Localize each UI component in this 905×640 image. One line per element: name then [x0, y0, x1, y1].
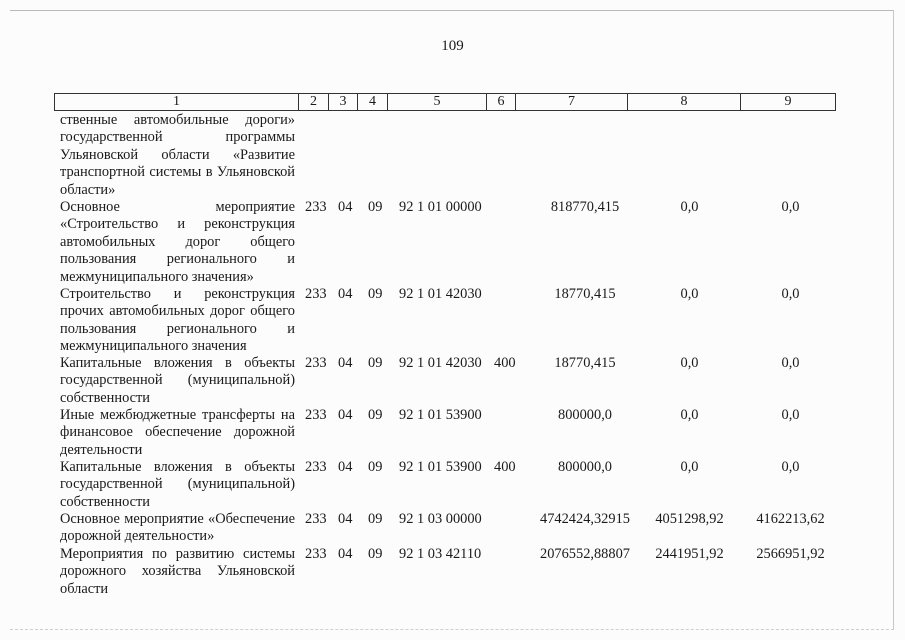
cell-amount-year-3: 0,0: [781, 459, 800, 475]
cell-amount-year-2: 4051298,92: [655, 511, 724, 527]
cell-amount-year-3: 0,0: [781, 199, 800, 215]
cell-amount-year-3: 0,0: [781, 355, 800, 371]
header-col-5: 5: [388, 94, 487, 111]
row-description: ственные автомобильные дороги» государственной программы Ульяновской области «Развитие транспортной системы в Ульяновской области»: [60, 112, 295, 198]
cell-expense-type: 400: [494, 459, 516, 475]
header-col-1: 1: [55, 94, 299, 111]
cell-amount-year-2: 0,0: [680, 286, 699, 302]
column-number-header: [54, 93, 836, 111]
cell-subsection: 09: [368, 511, 383, 527]
cell-amount-year-1: 800000,0: [558, 407, 612, 423]
header-col-9: 9: [741, 94, 836, 111]
row-description: Строительство и реконструкция прочих автомобильных дорог общего пользования регионального и межмуниципального значения: [60, 286, 295, 355]
cell-target-article: 92 1 01 42030: [399, 355, 482, 371]
row-description: Основное мероприятие «Строительство и реконструкция автомобильных дорог общего пользования регионального и межмуниципального значения»: [60, 199, 295, 285]
page-number: 109: [441, 38, 464, 54]
header-col-7: 7: [516, 94, 628, 111]
cell-expense-type: 400: [494, 355, 516, 371]
cell-subsection: 09: [368, 407, 383, 423]
cell-section: 04: [338, 199, 353, 215]
cell-grbs-code: 233: [305, 355, 327, 371]
cell-target-article: 92 1 01 00000: [399, 199, 482, 215]
cell-amount-year-3: 4162213,62: [756, 511, 825, 527]
cell-amount-year-1: 18770,415: [554, 286, 616, 302]
cell-grbs-code: 233: [305, 546, 327, 562]
cell-section: 04: [338, 286, 353, 302]
cell-subsection: 09: [368, 355, 383, 371]
cell-grbs-code: 233: [305, 407, 327, 423]
cell-grbs-code: 233: [305, 199, 327, 215]
cell-amount-year-2: 0,0: [680, 355, 699, 371]
cell-grbs-code: 233: [305, 286, 327, 302]
cell-section: 04: [338, 355, 353, 371]
cell-amount-year-1: 800000,0: [558, 459, 612, 475]
cell-section: 04: [338, 407, 353, 423]
cell-section: 04: [338, 546, 353, 562]
row-description: Основное мероприятие «Обеспечение дорожной деятельности»: [60, 511, 295, 545]
row-description: Капитальные вложения в объекты государственной (муниципальной) собственности: [60, 459, 295, 510]
cell-subsection: 09: [368, 459, 383, 475]
cell-amount-year-1: 2076552,88807: [540, 546, 630, 562]
cell-amount-year-3: 0,0: [781, 407, 800, 423]
header-col-4: 4: [358, 94, 388, 111]
row-description: Иные межбюджетные трансферты на финансовое обеспечение дорожной деятельности: [60, 407, 295, 458]
row-description: Капитальные вложения в объекты государственной (муниципальной) собственности: [60, 355, 295, 406]
cell-amount-year-1: 4742424,32915: [540, 511, 630, 527]
cell-amount-year-2: 2441951,92: [655, 546, 724, 562]
cell-amount-year-2: 0,0: [680, 199, 699, 215]
row-description: Мероприятия по развитию системы дорожного хозяйства Ульяновской области: [60, 546, 295, 597]
cell-subsection: 09: [368, 286, 383, 302]
cell-amount-year-3: 0,0: [781, 286, 800, 302]
cell-grbs-code: 233: [305, 511, 327, 527]
cell-target-article: 92 1 01 53900: [399, 459, 482, 475]
cell-amount-year-2: 0,0: [680, 459, 699, 475]
header-col-2: 2: [299, 94, 329, 111]
cell-target-article: 92 1 03 00000: [399, 511, 482, 527]
cell-amount-year-1: 818770,415: [550, 199, 620, 215]
header-col-8: 8: [628, 94, 741, 111]
page-border-top: [10, 10, 894, 11]
cell-target-article: 92 1 01 42030: [399, 286, 482, 302]
header-col-6: 6: [487, 94, 516, 111]
cell-amount-year-1: 18770,415: [554, 355, 616, 371]
cell-amount-year-3: 2566951,92: [756, 546, 825, 562]
header-col-3: 3: [329, 94, 358, 111]
cell-section: 04: [338, 459, 353, 475]
cell-section: 04: [338, 511, 353, 527]
page-border-right: [893, 10, 894, 630]
cell-target-article: 92 1 01 53900: [399, 407, 482, 423]
cell-subsection: 09: [368, 546, 383, 562]
cell-grbs-code: 233: [305, 459, 327, 475]
cell-subsection: 09: [368, 199, 383, 215]
cell-target-article: 92 1 03 42110: [399, 546, 482, 562]
cell-amount-year-2: 0,0: [680, 407, 699, 423]
page-border-bottom: [10, 629, 894, 630]
